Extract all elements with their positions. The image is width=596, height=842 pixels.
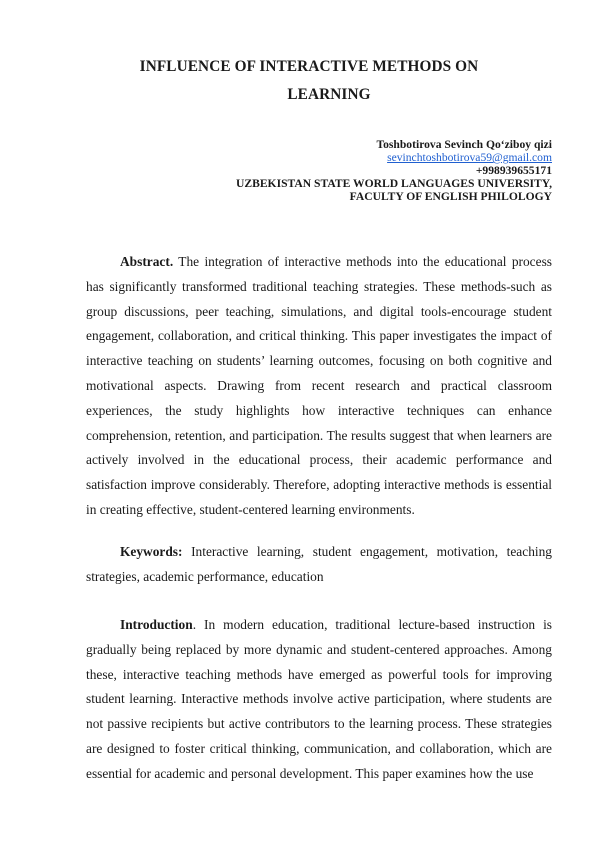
- paper-title-line-2: LEARNING: [287, 86, 371, 103]
- abstract-label: Abstract.: [120, 254, 174, 269]
- introduction-text: . In modern education, traditional lecture-based instruction is gradually being replaced by more dynamic and student-centered approaches. Among these, interactive teaching methods have emerged as powerful tools for improving student learning. Interactive methods involve active participation, where students are not passive recipients but active contributors to the learning process. These strategies are designed to foster critical thinking, communication, and collaboration, which are essential for academic and personal development. This paper examines how the use: [86, 617, 552, 781]
- keywords-paragraph: [86, 540, 552, 590]
- author-faculty: FACULTY OF ENGLISH PHILOLOGY: [349, 190, 552, 203]
- keywords-label: Keywords:: [120, 544, 183, 559]
- abstract-paragraph: [86, 250, 552, 523]
- introduction-label: Introduction: [120, 617, 193, 632]
- introduction-paragraph: [86, 613, 552, 787]
- author-name: Toshbotirova Sevinch Qo‘ziboy qizi: [376, 138, 552, 151]
- abstract-text: The integration of interactive methods into the educational process has significantly transformed traditional teaching strategies. These methods-such as group discussions, peer teaching, simulations, and digital tools-encourage student engagement, collaboration, and critical thinking. This paper investigates the impact of interactive teaching on students’ learning outcomes, focusing on both cognitive and motivational aspects. Drawing from recent research and practical classroom experiences, the study highlights how interactive techniques can enhance comprehension, retention, and participation. The results suggest that when learners are actively involved in the educational process, their academic performance and satisfaction improve considerably. Therefore, adopting interactive methods is essential in creating effective, student-centered learning environments.: [86, 254, 552, 517]
- author-phone: +998939655171: [475, 164, 552, 177]
- author-university: UZBEKISTAN STATE WORLD LANGUAGES UNIVERSITY,: [235, 177, 552, 190]
- author-email-link[interactable]: sevinchtoshbotirova59@gmail.com: [387, 151, 552, 164]
- paper-title-line-1: INFLUENCE OF INTERACTIVE METHODS ON: [139, 58, 479, 75]
- keywords-text: Interactive learning, student engagement, motivation, teaching strategies, academic performance, education: [86, 544, 552, 584]
- author-email-line: [387, 151, 552, 165]
